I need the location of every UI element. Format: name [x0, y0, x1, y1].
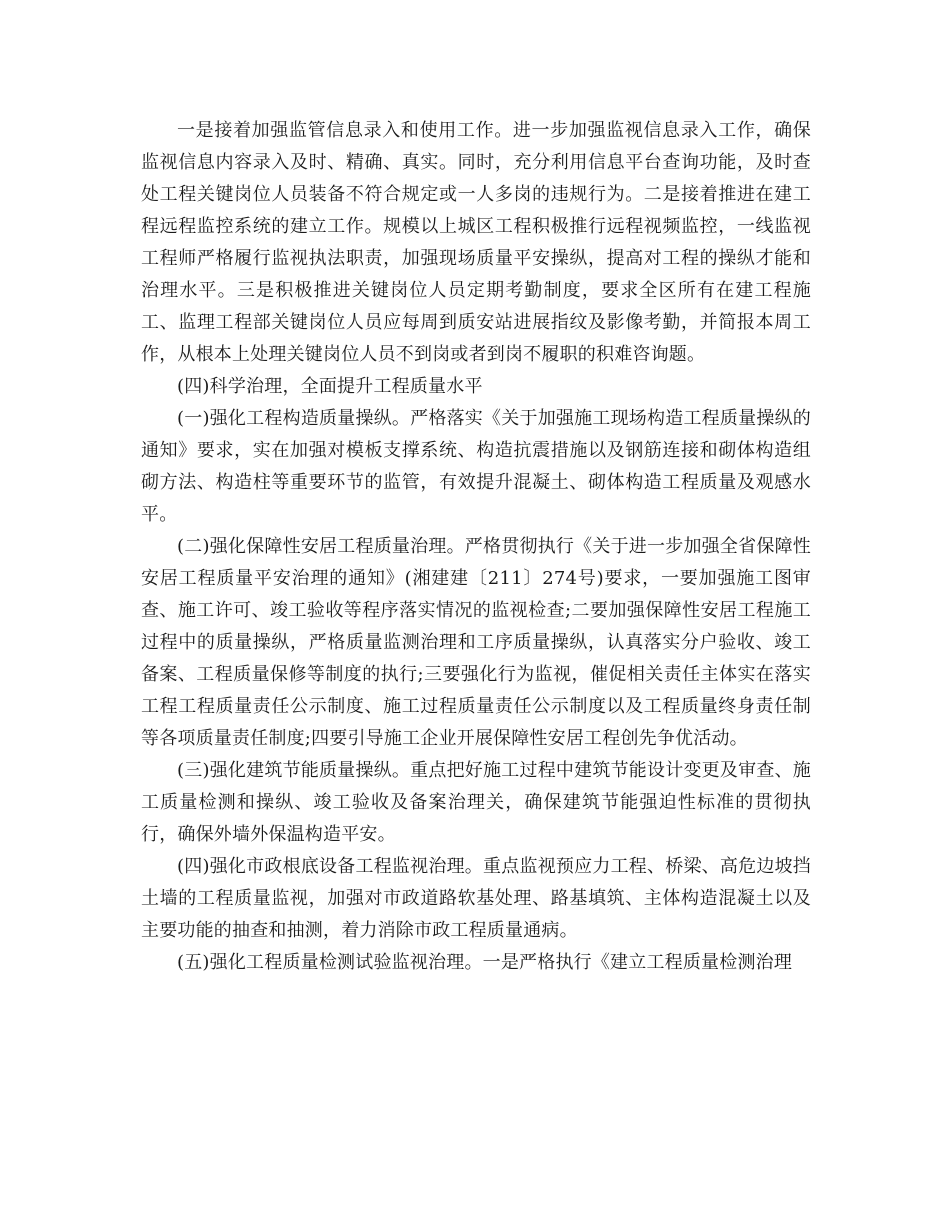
paragraph-structure-quality: (一)强化工程构造质量操纵。严格落实《关于加强施工现场构造工程质量操纵的通知》要求，实在加强对模板支撑系统、构造抗震措施以及钢筋连接和砌体构造组砌方法、构造柱等重要环节的监管，有效提升混凝土、砌体构造工程质量及观感水平。 — [141, 408, 811, 525]
paragraph-energy-saving: (三)强化建筑节能质量操纵。重点把好施工过程中建筑节能设计变更及审查、施工质量检测和操纵、竣工验收及备案治理关，确保建筑节能强迫性标准的贯彻执行，确保外墙外保温构造平安。 — [141, 760, 811, 845]
paragraph-municipal-infrastructure: (四)强化市政根底设备工程监视治理。重点监视预应力工程、桥梁、高危边坡挡土墙的工程质量监视，加强对市政道路软基处理、路基填筑、主体构造混凝土以及主要功能的抽查和抽测，着力消除市政工程质量通病。 — [141, 856, 811, 941]
paragraph-monitoring-info: 一是接着加强监管信息录入和使用工作。进一步加强监视信息录入工作，确保监视信息内容录入及时、精确、真实。同时，充分利用信息平台查询功能，及时查处工程关键岗位人员装备不符合规定或一人多岗的违规行为。二是接着推进在建工程远程监控系统的建立工作。规模以上城区工程积极推行远程视频监控，一线监视工程师严格履行监视执法职责，加强现场质量平安操纵，提高对工程的操纵才能和治理水平。三是积极推进关键岗位人员定期考勤制度，要求全区所有在建工程施工、监理工程部关键岗位人员应每周到质安站进展指纹及影像考勤，并简报本周工作，从根本上处理关键岗位人员不到岗或者到岗不履职的积难咨询题。 — [141, 120, 811, 365]
paragraph-housing-quality: (二)强化保障性安居工程质量治理。严格贯彻执行《关于进一步加强全省保障性安居工程质量平安治理的通知》(湘建建〔211〕274号)要求，一要加强施工图审查、施工许可、竣工验收等程序落实情况的监视检查;二要加强保障性安居工程施工过程中的质量操纵，严格质量监测治理和工序质量操纵，认真落实分户验收、竣工备案、工程质量保修等制度的执行;三要强化行为监视，催促相关责任主体实在落实工程工程质量责任公示制度、施工过程质量责任公示制度以及工程质量终身责任制等各项质量责任制度;四要引导施工企业开展保障性安居工程创先争优活动。 — [141, 536, 811, 749]
document-body — [141, 115, 811, 979]
paragraph-quality-testing: (五)强化工程质量检测试验监视治理。一是严格执行《建立工程质量检测治理 — [177, 952, 793, 973]
section-heading-scientific-management: (四)科学治理，全面提升工程质量水平 — [177, 376, 483, 397]
